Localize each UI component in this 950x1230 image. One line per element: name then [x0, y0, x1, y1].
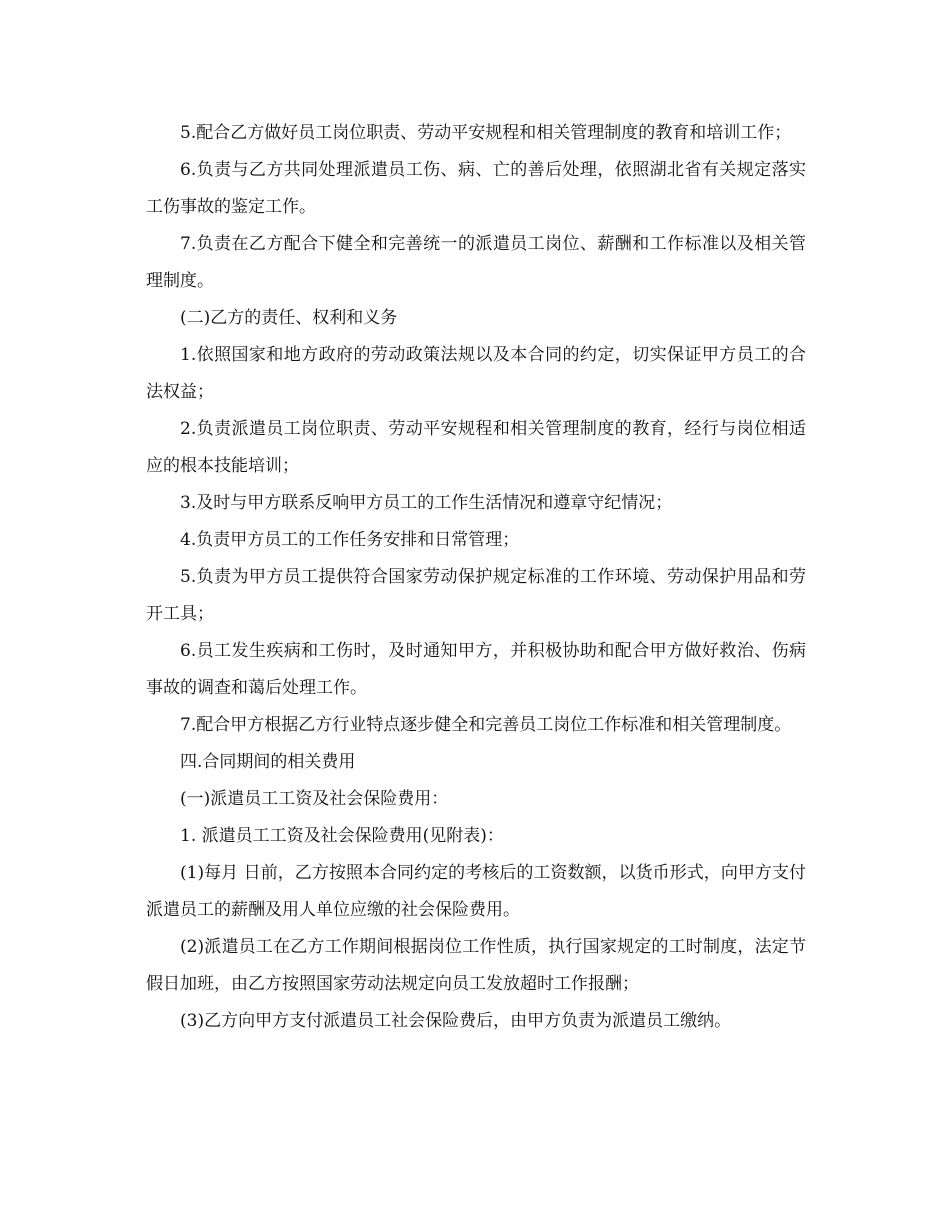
- clause-b3-feedback: 3.及时与甲方联系反响甲方员工的工作生活情况和遵章守纪情况；: [180, 493, 673, 513]
- item-heading-wages-attached: 1. 派遣员工工资及社会保险费用(见附表)：: [180, 826, 504, 846]
- clause-b7-industry: 7.配合甲方根据乙方行业特点逐步健全和完善员工岗位工作标准和相关管理制度。: [180, 715, 792, 735]
- clause-b6-injury: 6.员工发生疾病和工伤时，及时通知甲方，并积极协助和配合甲方做好救治、伤病事故的调查和蔼后处理工作。: [146, 641, 806, 698]
- section-heading-party-b: (二)乙方的责任、权利和义务: [180, 308, 398, 328]
- clause-fee-2-overtime: (2)派遣员工在乙方工作期间根据岗位工作性质，执行国家规定的工时制度，法定节假日加班，由乙方按照国家劳动法规定向员工发放超时工作报酬；: [146, 937, 806, 994]
- clause-b4-management: 4.负责甲方员工的工作任务安排和日常管理；: [180, 530, 520, 550]
- clause-fee-3-insurance: (3)乙方向甲方支付派遣员工社会保险费后，由甲方负责为派遣员工缴纳。: [180, 1011, 732, 1031]
- clause-a6-aftercare: 6.负责与乙方共同处理派遣员工伤、病、亡的善后处理，依照湖北省有关规定落实工伤事故的鉴定工作。: [146, 160, 806, 217]
- clause-a5-training: 5.配合乙方做好员工岗位职责、劳动平安规程和相关管理制度的教育和培训工作；: [180, 123, 792, 143]
- clause-a7-standards: 7.负责在乙方配合下健全和完善统一的派遣员工岗位、薪酬和工作标准以及相关管理制度。: [146, 234, 806, 291]
- subsection-heading-wages: (一)派遣员工工资及社会保险费用：: [180, 789, 449, 809]
- clause-b1-rights: 1.依照国家和地方政府的劳动政策法规以及本合同的约定，切实保证甲方员工的合法权益；: [146, 345, 806, 402]
- document-body: [146, 115, 806, 1040]
- clause-b2-education: 2.负责派遣员工岗位职责、劳动平安规程和相关管理制度的教育，经行与岗位相适应的根本技能培训；: [146, 419, 806, 476]
- clause-fee-1-monthly: (1)每月 日前，乙方按照本合同约定的考核后的工资数额，以货币形式，向甲方支付派遣员工的薪酬及用人单位应缴的社会保险费用。: [146, 863, 806, 920]
- clause-b5-environment: 5.负责为甲方员工提供符合国家劳动保护规定标准的工作环境、劳动保护用品和劳开工具；: [146, 567, 806, 624]
- section-heading-fees: 四.合同期间的相关费用: [180, 752, 356, 772]
